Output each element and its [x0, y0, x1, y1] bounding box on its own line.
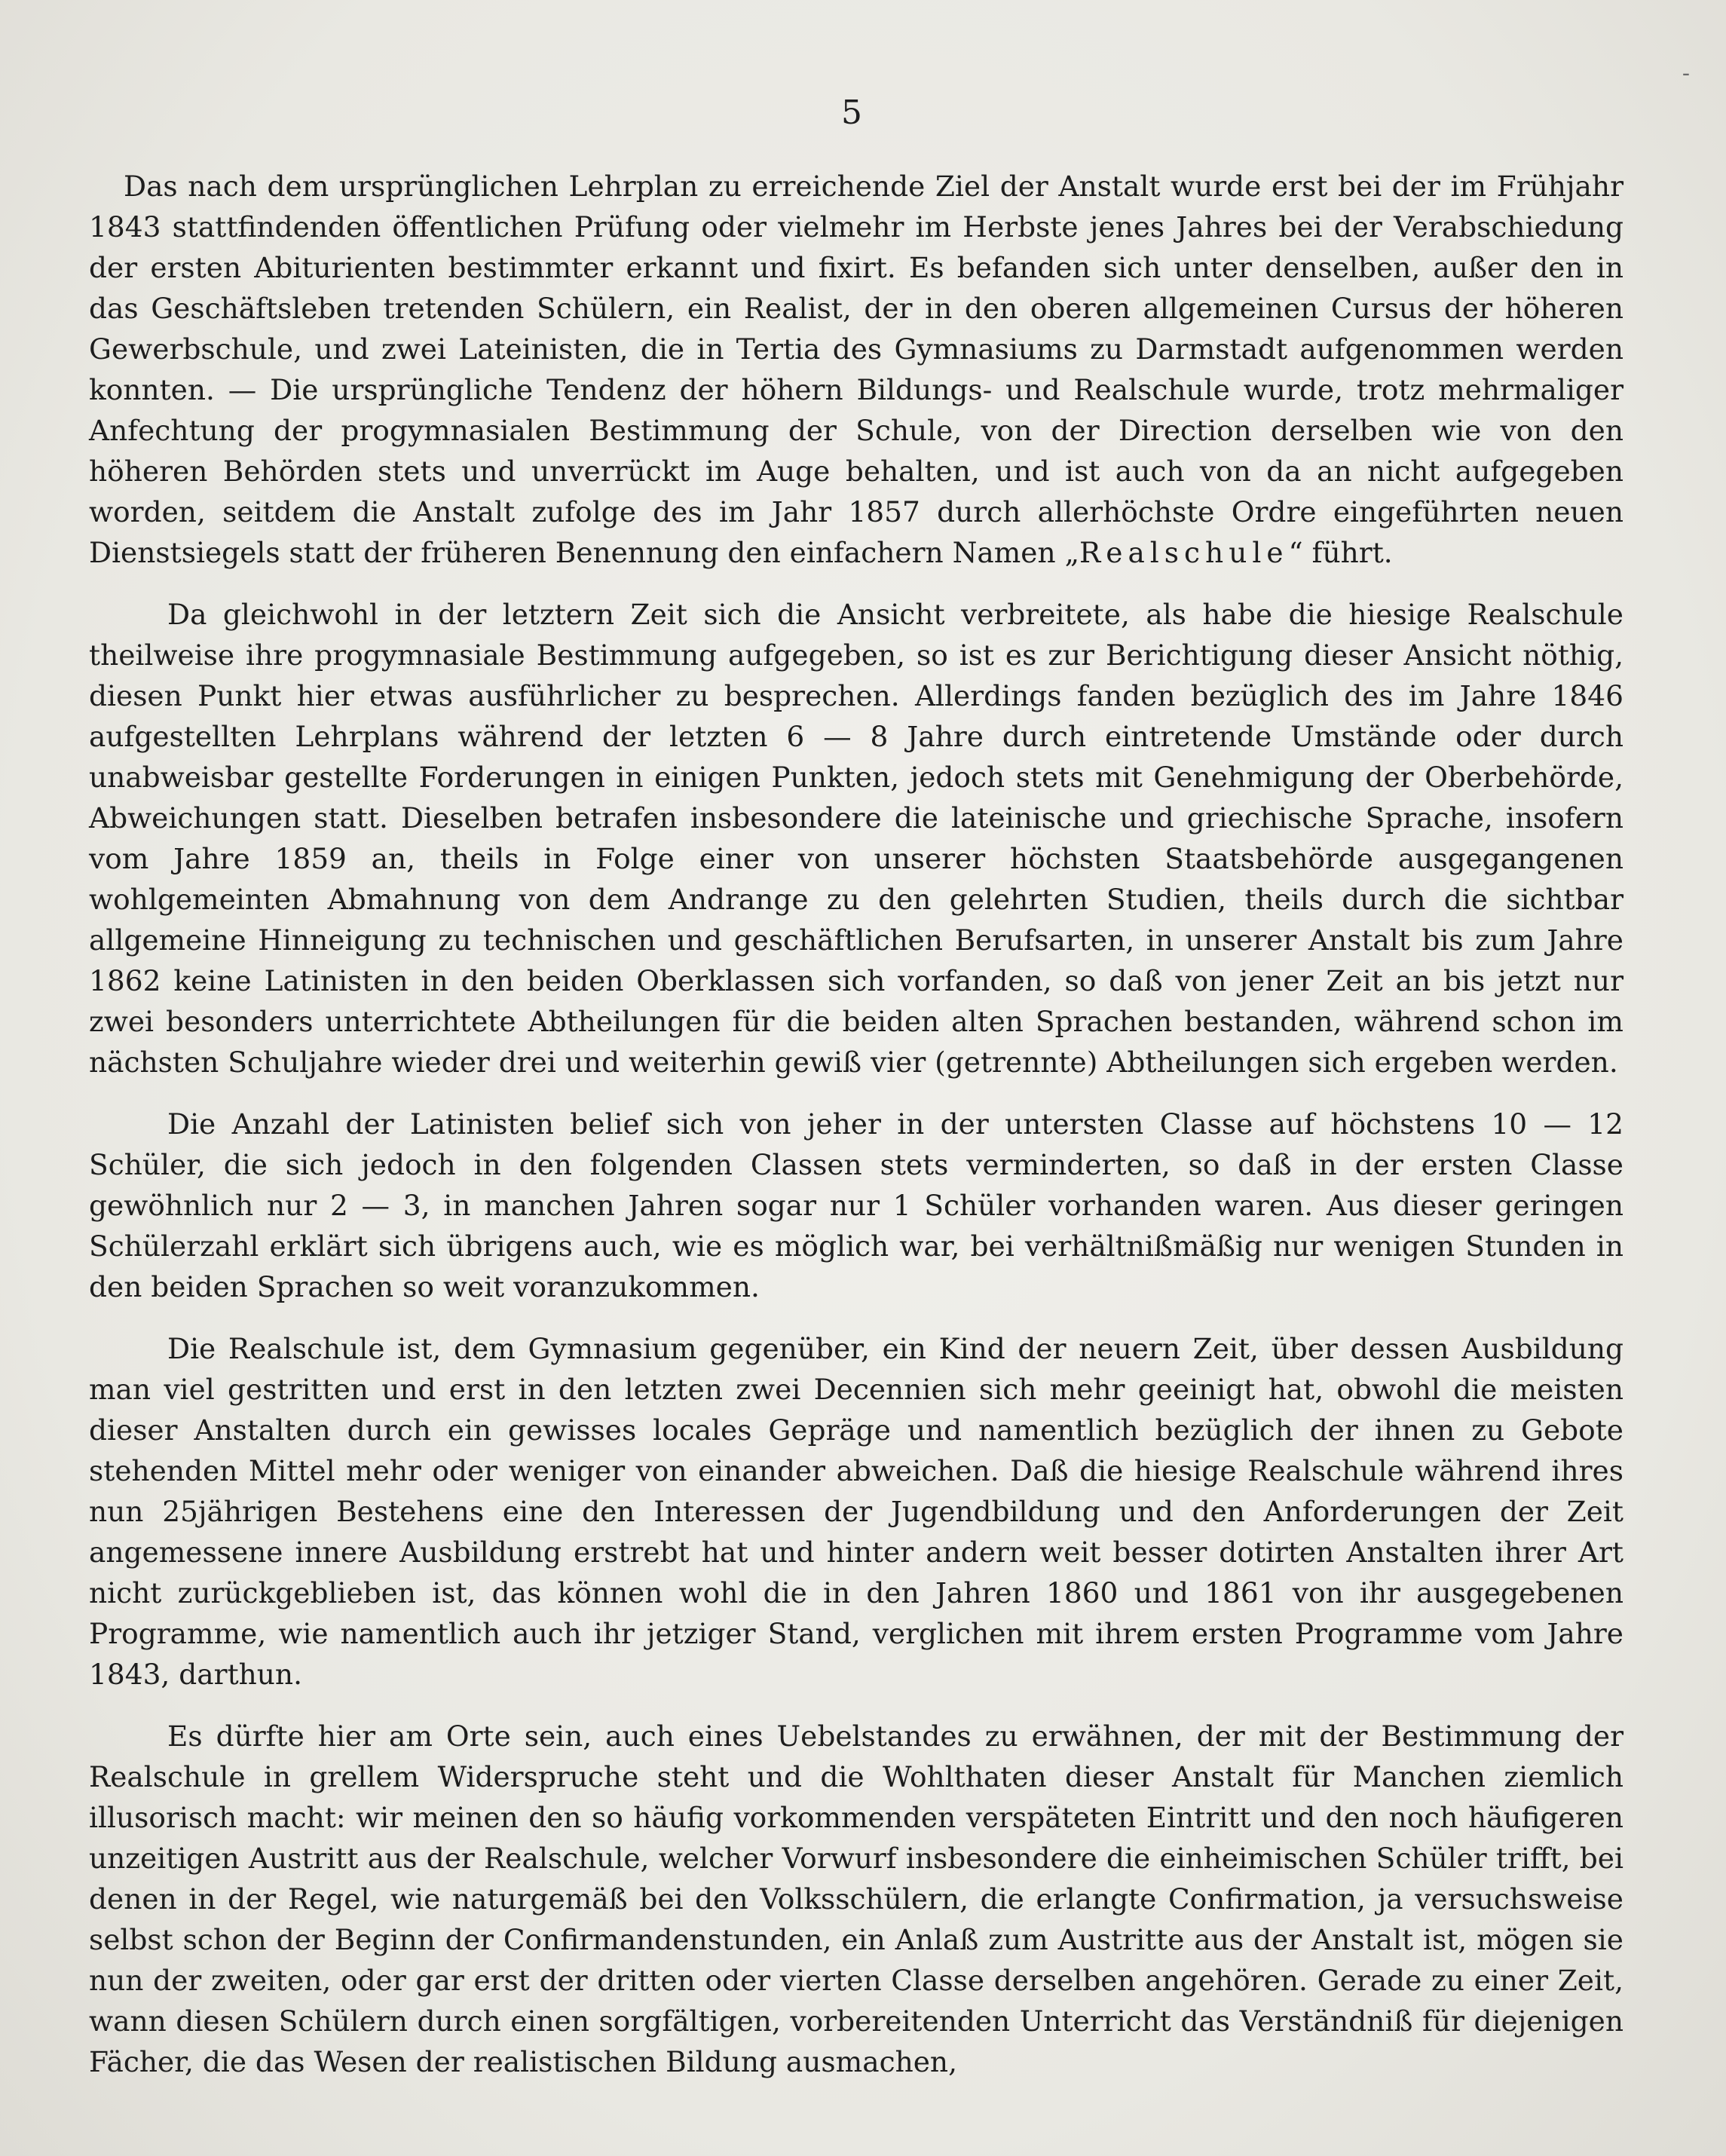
paragraph-1-text: Das nach dem ursprünglichen Lehrplan zu erreichende Ziel der Anstalt wurde erst bei der im Frühjahr 1843 stattfindenden öffentlichen Prüfung oder vielmehr im Herbste jenes Jahres bei der Verabschiedung der ersten Abiturienten bestimmter erkannt und fixirt. Es befanden sich unter denselben, außer den in das Geschäftsleben tretenden Schülern, ein Realist, der in den oberen allgemeinen Cursus der höheren Gewerbschule, und zwei Lateinisten, die in Tertia des Gymnasiums zu Darmstadt aufgenommen werden konnten. — Die ursprüngliche Tendenz der höhern Bildungs- und Realschule wurde, trotz mehrmaliger Anfechtung der progymnasialen Bestimmung der Schule, von der Direction derselben wie von den höheren Behörden stets und unverrückt im Auge behalten, und ist auch von da an nicht aufgegeben worden, seitdem die Anstalt zufolge des im Jahr 1857 durch allerhöchste Ordre eingeführten neuen Dienstsiegels statt der früheren Benennung den einfachern Namen „ — [89, 170, 1623, 569]
paragraph-1-end: “ führt. — [1288, 536, 1393, 569]
paragraph-2: Da gleichwohl in der letztern Zeit sich die Ansicht verbreitete, als habe die hiesige Realschule theilweise ihre progymnasiale Bestimmung aufgegeben, so ist es zur Berichtigung dieser Ansicht nöthig, diesen Punkt hier etwas ausführlicher zu besprechen. Allerdings fanden bezüglich des im Jahre 1846 aufgestellten Lehrplans während der letzten 6 — 8 Jahre durch eintretende Umstände oder durch unabweisbar gestellte Forderungen in einigen Punkten, jedoch stets mit Genehmigung der Oberbehörde, Abweichungen statt. Dieselben betrafen insbesondere die lateinische und griechische Sprache, insofern vom Jahre 1859 an, theils in Folge einer von unserer höchsten Staatsbehörde ausgegangenen wohlgemeinten Abmahnung von dem Andrange zu den gelehrten Studien, theils durch die sichtbar allgemeine Hinneigung zu technischen und geschäftlichen Berufsarten, in unserer Anstalt bis zum Jahre 1862 keine Latinisten in den beiden Oberklassen sich vorfanden, so daß von jener Zeit an bis jetzt nur zwei besonders unterrichtete Abtheilungen für die beiden alten Sprachen bestanden, während schon im nächsten Schuljahre wieder drei und weiterhin gewiß vier (getrennte) Abtheilungen sich ergeben werden. — [89, 598, 1623, 1079]
paragraph-3: Die Anzahl der Latinisten belief sich von jeher in der untersten Classe auf höchstens 10 — 12 Schüler, die sich jedoch in den folgenden Classen stets verminderten, so daß in der ersten Classe gewöhnlich nur 2 — 3, in manchen Jahren sogar nur 1 Schüler vorhanden waren. Aus dieser geringen Schülerzahl erklärt sich übrigens auch, wie es möglich war, bei verhältnißmäßig nur wenigen Stunden in den beiden Sprachen so weit voranzukommen. — [89, 1107, 1623, 1303]
body-text — [89, 166, 1623, 2082]
page-number: 5 — [841, 93, 862, 132]
realschule-spaced-name: Realschule — [1079, 536, 1289, 569]
paragraph-5: Es dürfte hier am Orte sein, auch eines Uebelstandes zu erwähnen, der mit der Bestimmung der Realschule in grellem Widerspruche steht und die Wohlthaten dieser Anstalt für Manchen ziemlich illusorisch macht: wir meinen den so häufig vorkommenden verspäteten Eintritt und den noch häufigeren unzeitigen Austritt aus der Realschule, welcher Vorwurf insbesondere die einheimischen Schüler trifft, bei denen in der Regel, wie naturgemäß bei den Volksschülern, die erlangte Confirmation, ja versuchsweise selbst schon der Beginn der Confirmandenstunden, ein Anlaß zum Austritte aus der Anstalt ist, mögen sie nun der zweiten, oder gar erst der dritten oder vierten Classe derselben angehören. Gerade zu einer Zeit, wann diesen Schülern durch einen sorgfältigen, vorbereitenden Unterricht das Verständniß für diejenigen Fächer, die das Wesen der realistischen Bildung ausmachen, — [89, 1720, 1623, 2078]
paragraph-4: Die Realschule ist, dem Gymnasium gegenüber, ein Kind der neuern Zeit, über dessen Ausbildung man viel gestritten und erst in den letzten zwei Decennien sich mehr geeinigt hat, obwohl die meisten dieser Anstalten durch ein gewisses locales Gepräge und namentlich bezüglich der ihnen zu Gebote stehenden Mittel mehr oder weniger von einander abweichen. Daß die hiesige Realschule während ihres nun 25jährigen Bestehens eine den Interessen der Jugendbildung und den Anforderungen der Zeit angemessene innere Ausbildung erstrebt hat und hinter andern weit besser dotirten Anstalten ihrer Art nicht zurückgeblieben ist, das können wohl die in den Jahren 1860 und 1861 von ihr ausgegebenen Programme, wie namentlich auch ihr jetziger Stand, verglichen mit ihrem ersten Programme vom Jahre 1843, darthun. — [89, 1332, 1623, 1691]
paragraph-1 — [89, 166, 1623, 573]
margin-mark: - — [1682, 60, 1690, 87]
